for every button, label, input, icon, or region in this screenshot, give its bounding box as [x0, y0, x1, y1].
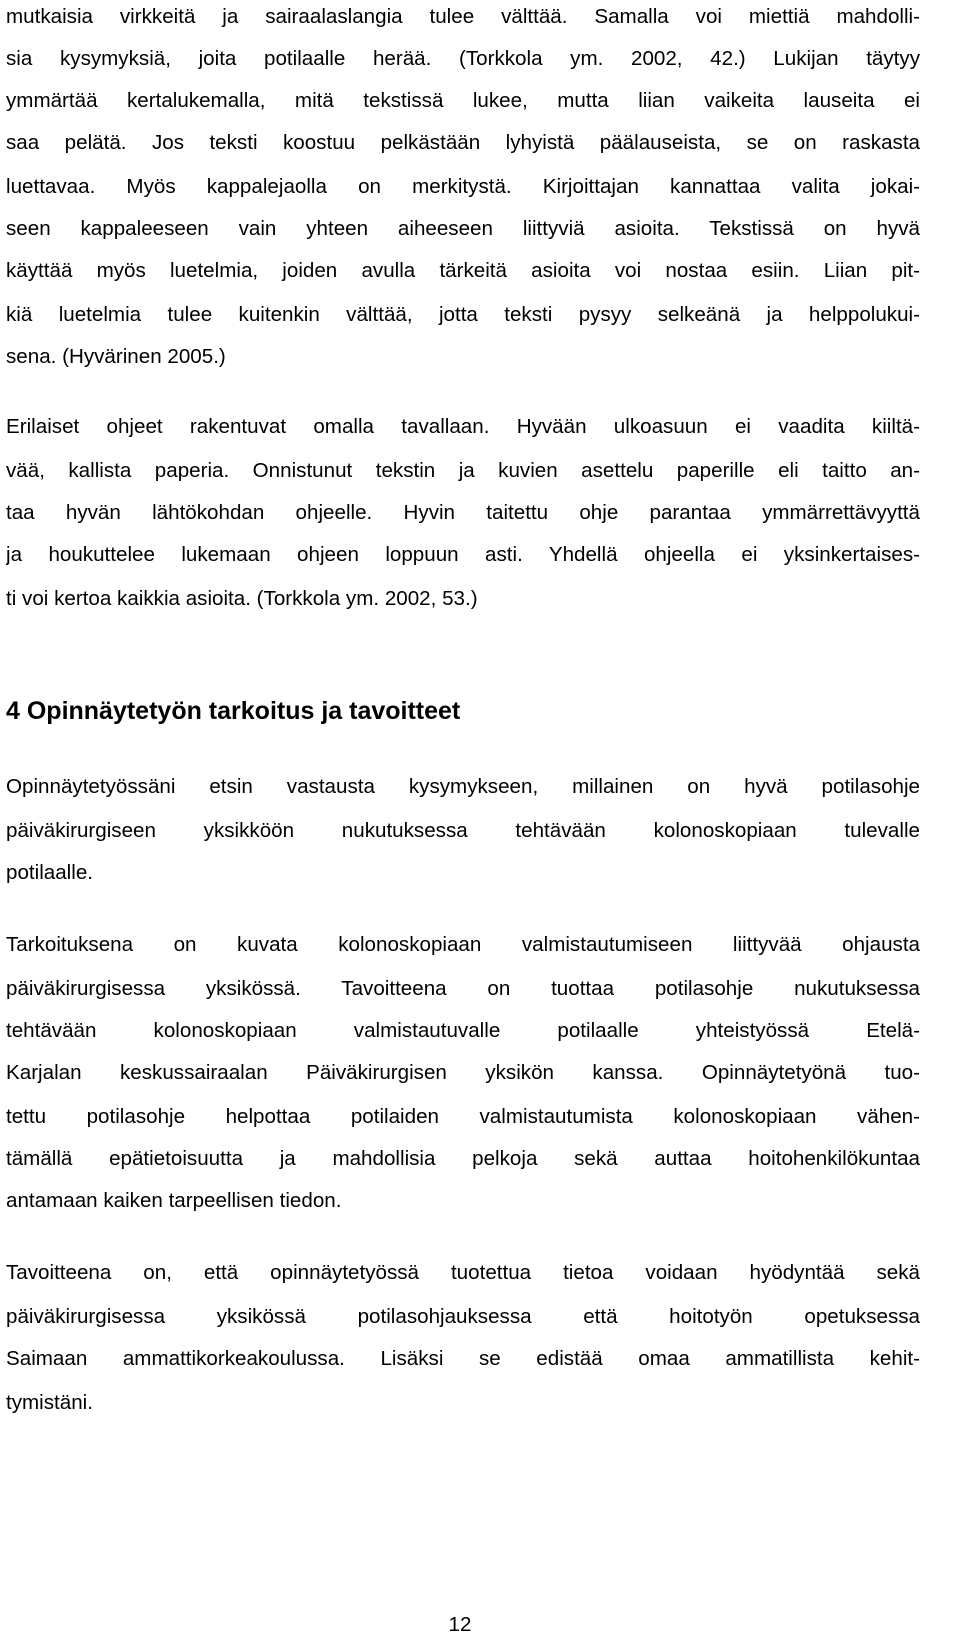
text-line: käyttää myös luetelmia, joiden avulla tärkeitä asioita voi nostaa esiin. Liian pit-	[6, 259, 920, 282]
text-line: seen kappaleeseen vain yhteen aiheeseen liittyviä asioita. Tekstissä on hyvä	[6, 217, 920, 240]
section-heading: 4 Opinnäytetyön tarkoitus ja tavoitteet	[6, 697, 461, 725]
text-line: vää, kallista paperia. Onnistunut tekstin ja kuvien asettelu paperille eli taitto an-	[6, 459, 920, 482]
text-line: potilaalle.	[6, 861, 94, 884]
text-line: päiväkirurgisessa yksikössä. Tavoitteena on tuottaa potilasohje nukutuksessa	[6, 977, 920, 1000]
text-line: sena. (Hyvärinen 2005.)	[6, 345, 226, 368]
text-line: ymmärtää kertalukemalla, mitä tekstissä lukee, mutta liian vaikeita lauseita ei	[6, 89, 920, 112]
text-line: Karjalan keskussairaalan Päiväkirurgisen yksikön kanssa. Opinnäytetyönä tuo-	[6, 1061, 920, 1084]
text-line: luettavaa. Myös kappalejaolla on merkitystä. Kirjoittajan kannattaa valita jokai-	[6, 175, 920, 198]
text-line: Erilaiset ohjeet rakentuvat omalla tavallaan. Hyvään ulkoasuun ei vaadita kiiltä-	[6, 415, 920, 438]
text-line: antamaan kaiken tarpeellisen tiedon.	[6, 1189, 342, 1212]
text-line: ti voi kertoa kaikkia asioita. (Torkkola ym. 2002, 53.)	[6, 587, 478, 610]
text-line: Tarkoituksena on kuvata kolonoskopiaan valmistautumiseen liittyvää ohjausta	[6, 933, 920, 956]
text-line: kiä luetelmia tulee kuitenkin välttää, jotta teksti pysyy selkeänä ja helppolukui-	[6, 303, 920, 326]
text-line: päiväkirurgisessa yksikössä potilasohjauksessa että hoitotyön opetuksessa	[6, 1305, 920, 1328]
text-line: Opinnäytetyössäni etsin vastausta kysymykseen, millainen on hyvä potilasohje	[6, 775, 920, 798]
text-line: päiväkirurgiseen yksikköön nukutuksessa tehtävään kolonoskopiaan tulevalle	[6, 819, 920, 842]
text-line: tymistäni.	[6, 1391, 93, 1414]
text-line: ja houkuttelee lukemaan ohjeen loppuun asti. Yhdellä ohjeella ei yksinkertaises-	[6, 543, 920, 566]
page-number: 12	[448, 1613, 472, 1636]
text-line: taa hyvän lähtökohdan ohjeelle. Hyvin taitettu ohje parantaa ymmärrettävyyttä	[6, 501, 920, 524]
text-line: mutkaisia virkkeitä ja sairaalaslangia tulee välttää. Samalla voi miettiä mahdolli-	[6, 5, 920, 28]
text-line: tämällä epätietoisuutta ja mahdollisia pelkoja sekä auttaa hoitohenkilökuntaa	[6, 1147, 920, 1170]
text-line: tehtävään kolonoskopiaan valmistautuvalle potilaalle yhteistyössä Etelä-	[6, 1019, 920, 1042]
text-line: sia kysymyksiä, joita potilaalle herää. (Torkkola ym. 2002, 42.) Lukijan täytyy	[6, 47, 920, 70]
text-line: saa pelätä. Jos teksti koostuu pelkästään lyhyistä päälauseista, se on raskasta	[6, 131, 920, 154]
text-line: Tavoitteena on, että opinnäytetyössä tuotettua tietoa voidaan hyödyntää sekä	[6, 1261, 920, 1284]
text-line: tettu potilasohje helpottaa potilaiden valmistautumista kolonoskopiaan vähen-	[6, 1105, 920, 1128]
text-line: Saimaan ammattikorkeakoulussa. Lisäksi se edistää omaa ammatillista kehit-	[6, 1347, 920, 1370]
